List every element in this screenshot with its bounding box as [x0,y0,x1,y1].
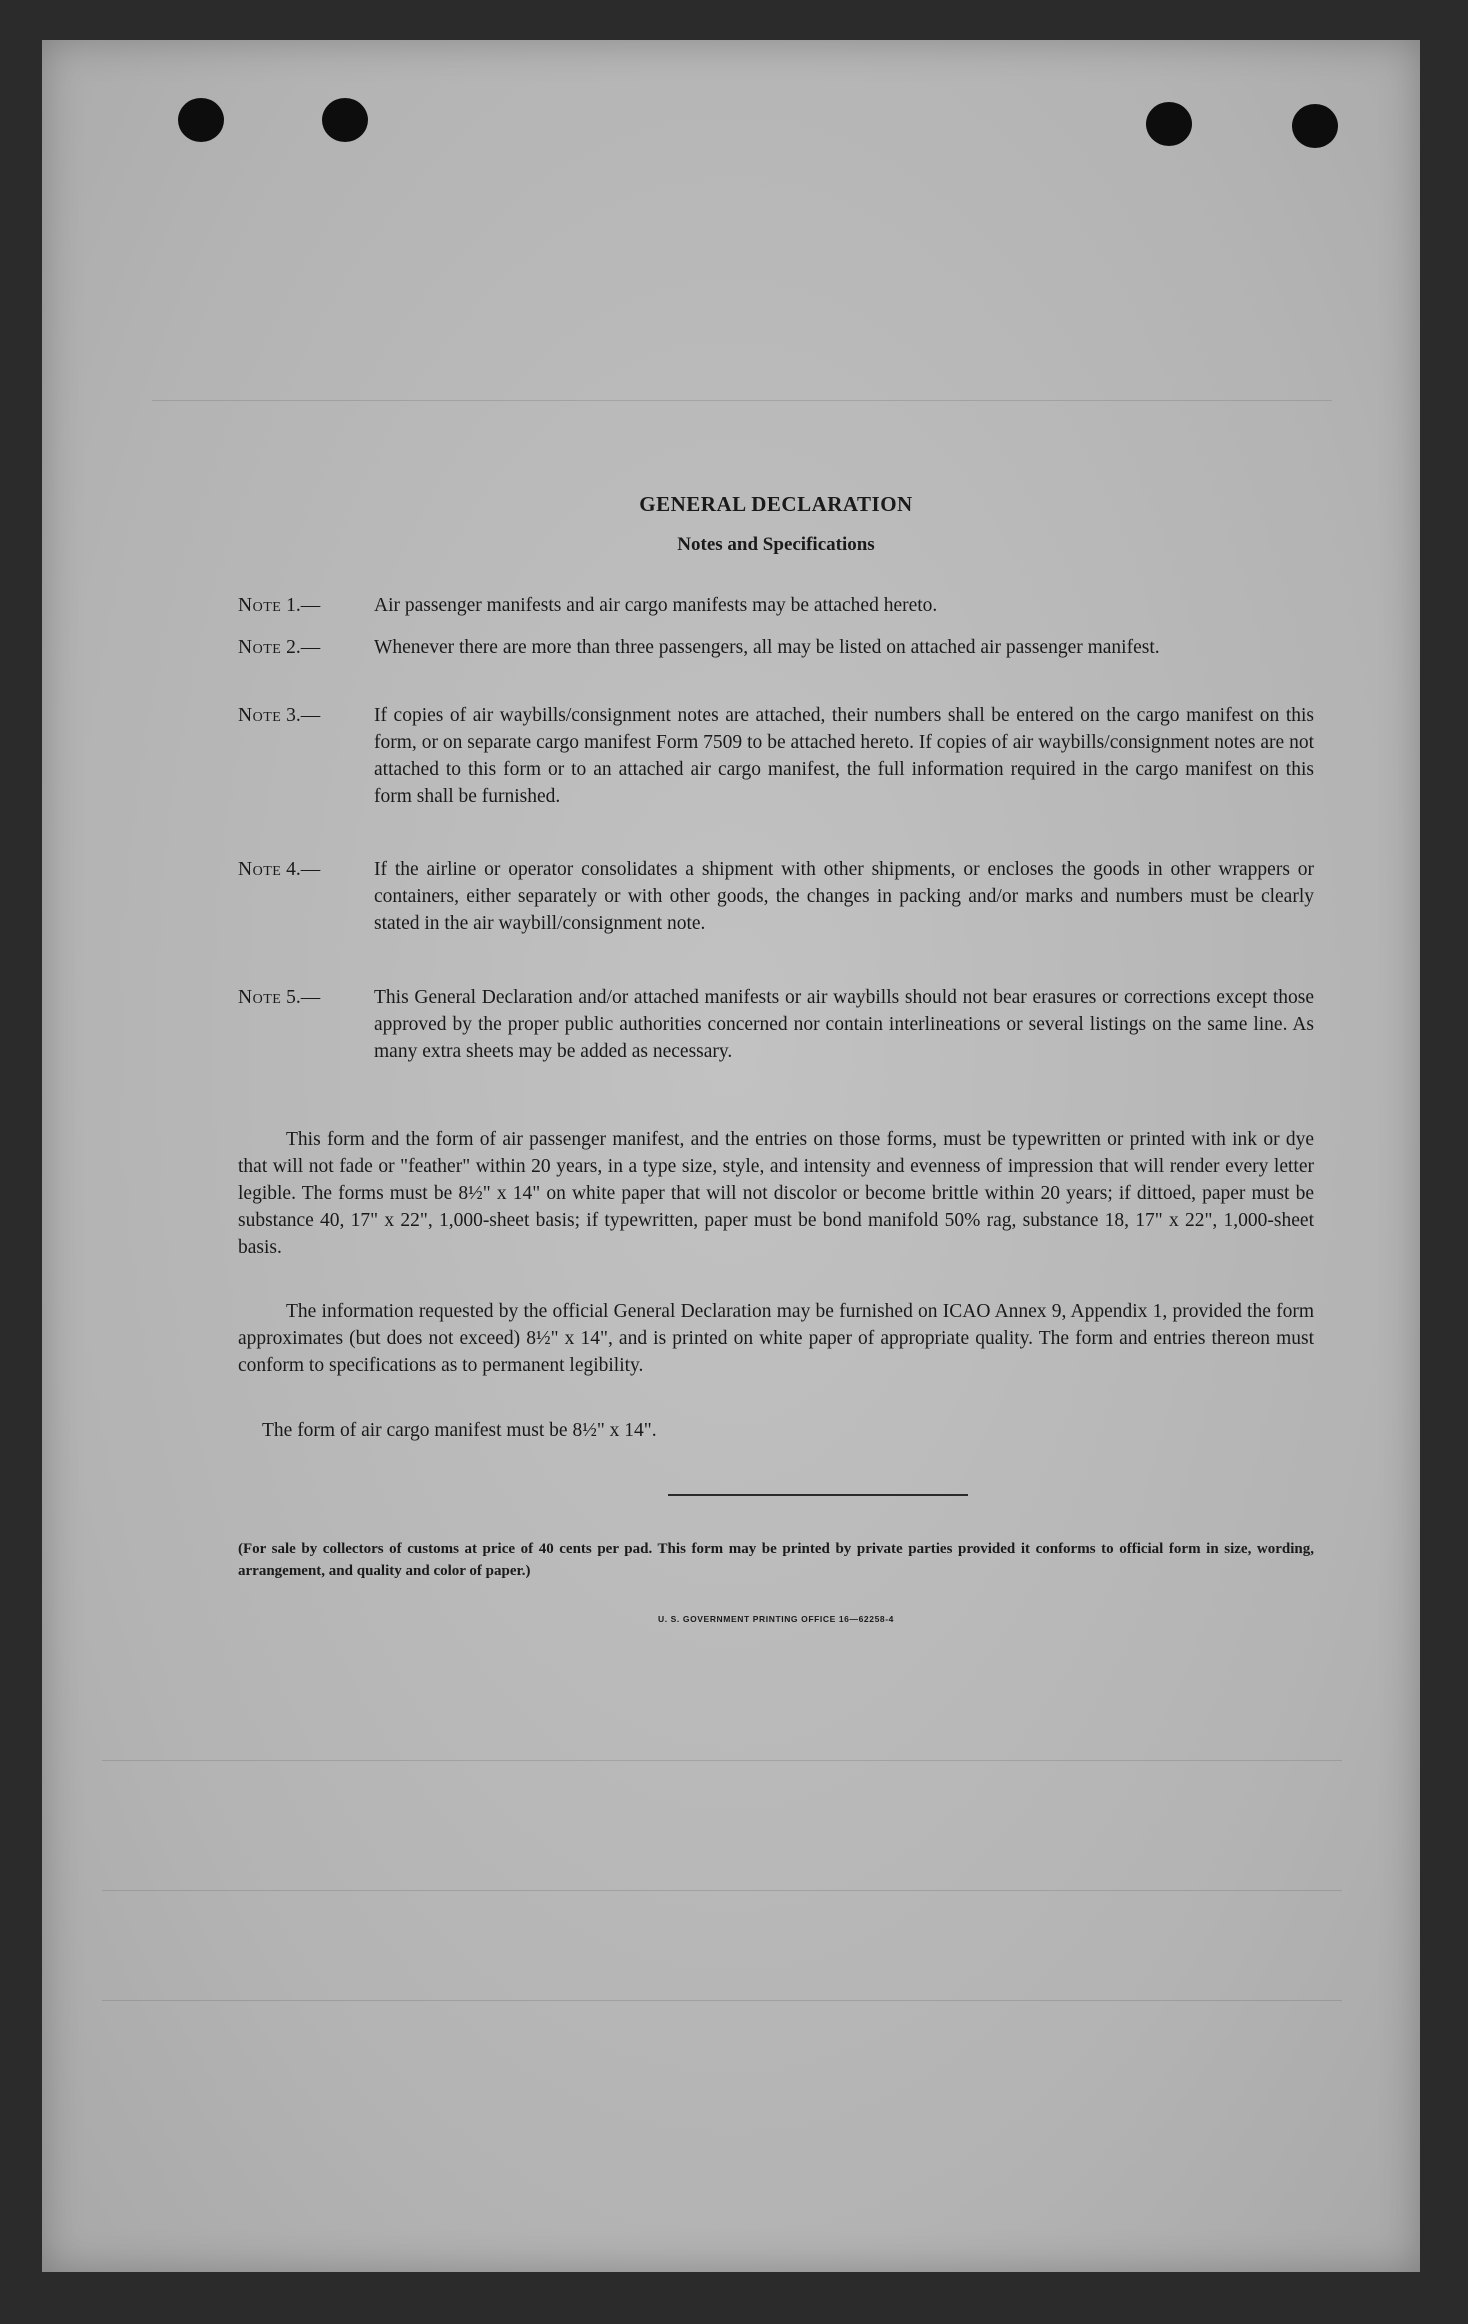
note-text: Whenever there are more than three passengers, all may be listed on attached air passenger manifest. [374,637,1160,658]
bleed-through-line [152,400,1332,401]
punch-hole [322,98,368,142]
note-label: Note 4.— [238,859,321,880]
specification-paragraph: This form and the form of air passenger manifest, and the entries on those forms, must be typewritten or printed with ink or dye that will not fade or "feather" within 20 years, in a type size, style, and intensity and evenness of impression that will render every letter legible. The forms must be 8½" x 14" on white paper that will not discolor or become brittle within 20 years; if dittoed, paper must be substance 40, 17" x 22", 1,000-sheet basis; if typewritten, paper must be bond manifold 50% rag, substance 18, 17" x 22", 1,000-sheet basis. [238,1129,1314,1258]
punch-hole [178,98,224,142]
cargo-manifest-size-line: The form of air cargo manifest must be 8½" x 14". [262,1420,657,1441]
page-subtitle: Notes and Specifications [677,534,875,555]
icao-paragraph: The information requested by the official General Declaration may be furnished on ICAO Annex 9, Appendix 1, provided the form approximates (but does not exceed) 8½" x 14", and is printed on white paper of appropriate quality. The form and entries thereon must conform to specifications as to permanent legibility. [238,1301,1314,1376]
document-page [42,40,1420,2272]
bleed-through-line [102,1760,1342,1761]
note-label: Note 2.— [238,637,321,658]
divider-rule [668,1494,968,1496]
punch-hole [1146,102,1192,146]
sale-notice: (For sale by collectors of customs at price of 40 cents per pad. This form may be printed by private parties provided it conforms to official form in size, wording, arrangement, and quality and color of paper.) [238,1541,1314,1579]
page-title: GENERAL DECLARATION [639,492,913,516]
punch-hole [1292,104,1338,148]
note-label: Note 1.— [238,595,321,616]
note-text: Air passenger manifests and air cargo manifests may be attached hereto. [374,595,938,616]
note-text: If the airline or operator consolidates a shipment with other shipments, or encloses the goods in other wrappers or containers, either separately or with other goods, the changes in packing and/or marks and numbers must be clearly stated in the air waybill/consignment note. [374,859,1314,934]
bleed-through-line [102,2000,1342,2001]
note-2 [238,634,1314,661]
note-text: This General Declaration and/or attached manifests or air waybills should not bear erasures or corrections except those approved by the proper public authorities concerned nor contain interlineations or several listings on the same line. As many extra sheets may be added as necessary. [374,987,1314,1062]
printer-line: U. S. GOVERNMENT PRINTING OFFICE 16—62258-4 [658,1614,894,1624]
note-1 [238,592,1314,619]
note-5 [238,984,1314,1065]
note-label: Note 3.— [238,705,321,726]
note-text: If copies of air waybills/consignment notes are attached, their numbers shall be entered on the cargo manifest on this form, or on separate cargo manifest Form 7509 to be attached hereto. If copies of air waybills/consignment notes are not attached to this form or to an attached air cargo manifest, the full information required in the cargo manifest on this form shall be furnished. [374,705,1314,807]
note-3 [238,702,1314,810]
note-4 [238,856,1314,937]
note-label: Note 5.— [238,987,321,1008]
bleed-through-line [102,1890,1342,1891]
